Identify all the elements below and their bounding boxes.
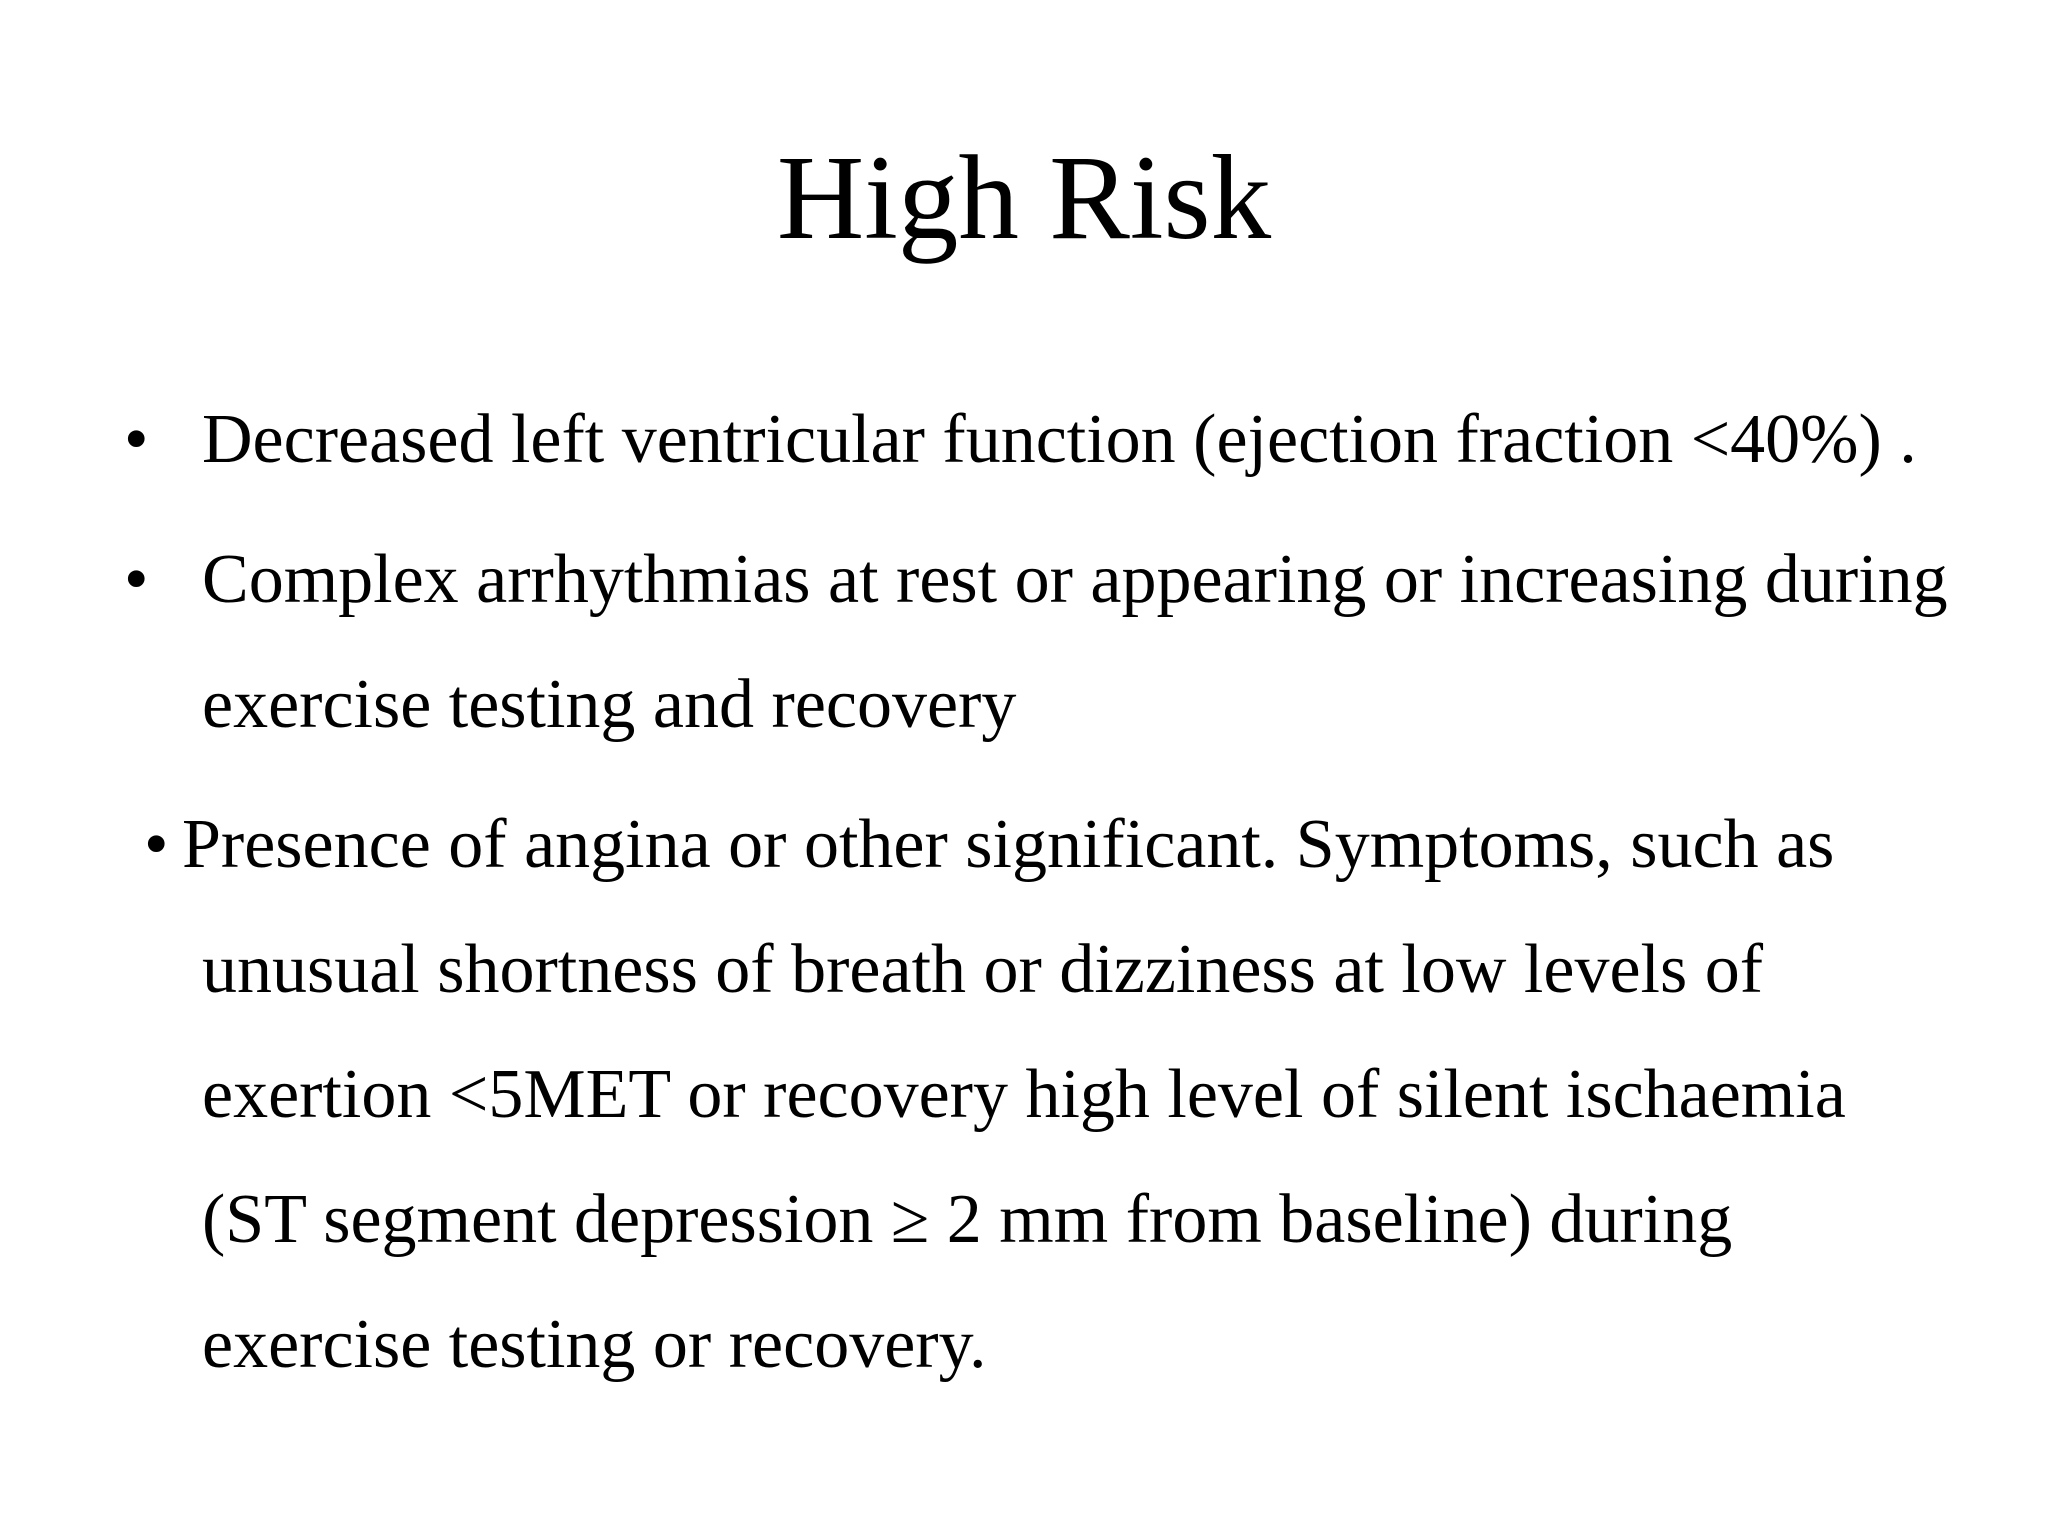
bullet-marker: •: [124, 541, 149, 618]
bullet-3-line-1: Presence of angina or other significant. Symptoms, such as: [182, 806, 1835, 883]
bullet-3-line-5: exercise testing or recovery.: [202, 1306, 987, 1383]
bullet-marker: •: [144, 806, 169, 883]
bullet-2-line-1: Complex arrhythmias at rest or appearing or increasing during: [202, 541, 1948, 618]
bullet-3-line-4: (ST segment depression ≥ 2 mm from baseline) during: [202, 1181, 1733, 1258]
bullet-marker: •: [124, 401, 149, 478]
bullet-3-line-3: exertion <5MET or recovery high level of silent ischaemia: [202, 1056, 1846, 1133]
bullet-3-line-2: unusual shortness of breath or dizziness at low levels of: [202, 931, 1764, 1008]
bullet-2-line-2: exercise testing and recovery: [202, 666, 1017, 743]
bullet-1-line-1: Decreased left ventricular function (ejection fraction <40%) .: [202, 401, 1917, 478]
slide-title: High Risk: [776, 131, 1272, 265]
